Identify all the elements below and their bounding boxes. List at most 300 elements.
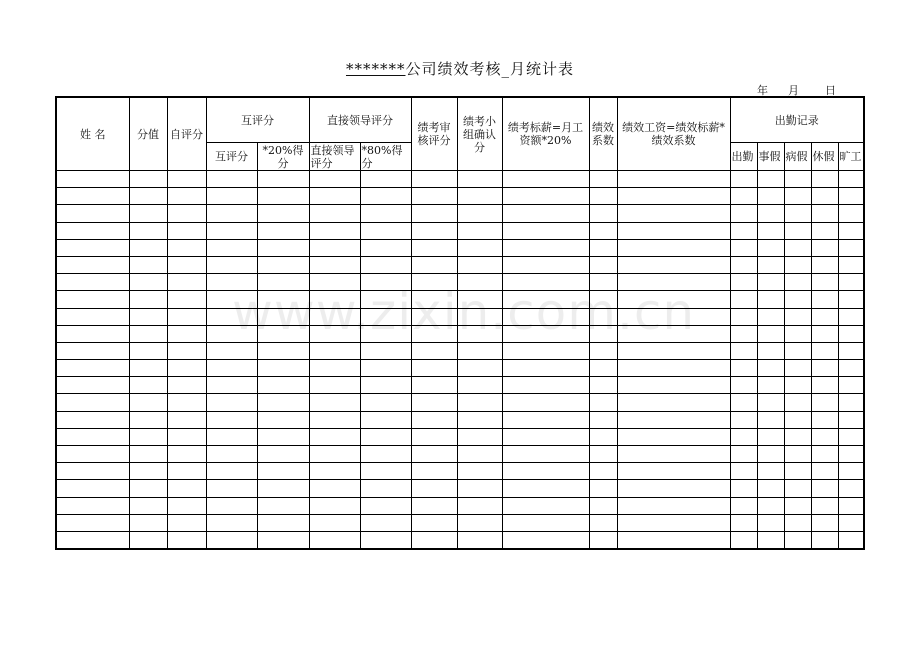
- table-cell[interactable]: [757, 188, 784, 205]
- table-cell[interactable]: [784, 291, 811, 308]
- table-cell[interactable]: [167, 325, 206, 342]
- table-cell[interactable]: [360, 360, 411, 377]
- table-cell[interactable]: [167, 480, 206, 497]
- table-cell[interactable]: [617, 171, 730, 188]
- table-cell[interactable]: [257, 291, 309, 308]
- table-cell[interactable]: [56, 360, 129, 377]
- table-cell[interactable]: [589, 394, 617, 411]
- table-cell[interactable]: [360, 531, 411, 549]
- table-cell[interactable]: [838, 274, 864, 291]
- table-cell[interactable]: [411, 308, 457, 325]
- table-cell[interactable]: [617, 377, 730, 394]
- table-cell[interactable]: [257, 531, 309, 549]
- table-cell[interactable]: [457, 291, 502, 308]
- table-cell[interactable]: [617, 308, 730, 325]
- table-cell[interactable]: [784, 514, 811, 531]
- table-cell[interactable]: [617, 325, 730, 342]
- table-cell[interactable]: [838, 171, 864, 188]
- table-cell[interactable]: [129, 239, 167, 256]
- table-cell[interactable]: [617, 463, 730, 480]
- table-cell[interactable]: [589, 239, 617, 256]
- table-cell[interactable]: [757, 239, 784, 256]
- table-cell[interactable]: [730, 497, 757, 514]
- table-cell[interactable]: [757, 222, 784, 239]
- table-cell[interactable]: [838, 342, 864, 359]
- table-cell[interactable]: [784, 256, 811, 273]
- table-cell[interactable]: [56, 463, 129, 480]
- table-cell[interactable]: [257, 497, 309, 514]
- table-cell[interactable]: [360, 222, 411, 239]
- table-cell[interactable]: [129, 256, 167, 273]
- table-cell[interactable]: [502, 463, 589, 480]
- table-cell[interactable]: [457, 308, 502, 325]
- table-cell[interactable]: [838, 531, 864, 549]
- table-cell[interactable]: [309, 239, 360, 256]
- table-cell[interactable]: [56, 256, 129, 273]
- table-cell[interactable]: [457, 514, 502, 531]
- table-cell[interactable]: [784, 360, 811, 377]
- table-cell[interactable]: [309, 291, 360, 308]
- table-cell[interactable]: [811, 256, 838, 273]
- table-cell[interactable]: [502, 428, 589, 445]
- table-cell[interactable]: [360, 171, 411, 188]
- table-cell[interactable]: [257, 428, 309, 445]
- table-cell[interactable]: [167, 428, 206, 445]
- table-cell[interactable]: [257, 256, 309, 273]
- table-cell[interactable]: [129, 497, 167, 514]
- table-cell[interactable]: [730, 171, 757, 188]
- table-cell[interactable]: [129, 446, 167, 463]
- table-cell[interactable]: [206, 446, 257, 463]
- table-cell[interactable]: [617, 360, 730, 377]
- table-cell[interactable]: [502, 325, 589, 342]
- table-cell[interactable]: [411, 394, 457, 411]
- table-cell[interactable]: [56, 222, 129, 239]
- table-cell[interactable]: [589, 205, 617, 222]
- table-cell[interactable]: [206, 411, 257, 428]
- table-cell[interactable]: [309, 463, 360, 480]
- table-cell[interactable]: [167, 188, 206, 205]
- table-cell[interactable]: [257, 308, 309, 325]
- table-cell[interactable]: [457, 411, 502, 428]
- table-cell[interactable]: [257, 325, 309, 342]
- table-cell[interactable]: [757, 411, 784, 428]
- table-cell[interactable]: [838, 308, 864, 325]
- table-cell[interactable]: [784, 325, 811, 342]
- table-cell[interactable]: [811, 463, 838, 480]
- table-cell[interactable]: [617, 411, 730, 428]
- table-cell[interactable]: [457, 222, 502, 239]
- table-cell[interactable]: [617, 274, 730, 291]
- table-cell[interactable]: [617, 239, 730, 256]
- table-cell[interactable]: [206, 291, 257, 308]
- table-cell[interactable]: [457, 463, 502, 480]
- table-cell[interactable]: [309, 188, 360, 205]
- table-cell[interactable]: [206, 325, 257, 342]
- table-cell[interactable]: [411, 360, 457, 377]
- table-cell[interactable]: [457, 377, 502, 394]
- table-cell[interactable]: [811, 291, 838, 308]
- table-cell[interactable]: [167, 411, 206, 428]
- table-cell[interactable]: [838, 446, 864, 463]
- table-cell[interactable]: [360, 394, 411, 411]
- table-cell[interactable]: [56, 291, 129, 308]
- table-cell[interactable]: [838, 239, 864, 256]
- table-cell[interactable]: [617, 188, 730, 205]
- table-cell[interactable]: [167, 291, 206, 308]
- table-cell[interactable]: [411, 480, 457, 497]
- table-cell[interactable]: [167, 274, 206, 291]
- table-cell[interactable]: [411, 497, 457, 514]
- table-cell[interactable]: [56, 205, 129, 222]
- table-cell[interactable]: [411, 377, 457, 394]
- table-cell[interactable]: [838, 411, 864, 428]
- table-cell[interactable]: [129, 274, 167, 291]
- table-cell[interactable]: [129, 428, 167, 445]
- table-cell[interactable]: [589, 222, 617, 239]
- table-cell[interactable]: [784, 480, 811, 497]
- table-cell[interactable]: [309, 360, 360, 377]
- table-cell[interactable]: [257, 411, 309, 428]
- table-cell[interactable]: [457, 497, 502, 514]
- table-cell[interactable]: [309, 274, 360, 291]
- table-cell[interactable]: [360, 239, 411, 256]
- table-cell[interactable]: [206, 188, 257, 205]
- table-cell[interactable]: [56, 531, 129, 549]
- table-cell[interactable]: [784, 188, 811, 205]
- table-cell[interactable]: [730, 256, 757, 273]
- table-cell[interactable]: [757, 171, 784, 188]
- table-cell[interactable]: [730, 188, 757, 205]
- table-cell[interactable]: [56, 171, 129, 188]
- table-cell[interactable]: [167, 446, 206, 463]
- table-cell[interactable]: [309, 308, 360, 325]
- table-cell[interactable]: [309, 394, 360, 411]
- table-cell[interactable]: [589, 514, 617, 531]
- table-cell[interactable]: [757, 325, 784, 342]
- table-cell[interactable]: [206, 377, 257, 394]
- table-cell[interactable]: [411, 428, 457, 445]
- table-cell[interactable]: [129, 514, 167, 531]
- table-cell[interactable]: [589, 342, 617, 359]
- table-cell[interactable]: [457, 446, 502, 463]
- table-cell[interactable]: [811, 205, 838, 222]
- table-cell[interactable]: [730, 342, 757, 359]
- table-cell[interactable]: [838, 514, 864, 531]
- table-cell[interactable]: [838, 291, 864, 308]
- table-cell[interactable]: [206, 480, 257, 497]
- table-cell[interactable]: [206, 239, 257, 256]
- table-cell[interactable]: [411, 446, 457, 463]
- table-cell[interactable]: [411, 531, 457, 549]
- table-cell[interactable]: [129, 394, 167, 411]
- table-cell[interactable]: [309, 222, 360, 239]
- table-cell[interactable]: [730, 480, 757, 497]
- table-cell[interactable]: [457, 205, 502, 222]
- table-cell[interactable]: [730, 428, 757, 445]
- table-cell[interactable]: [129, 463, 167, 480]
- table-cell[interactable]: [257, 463, 309, 480]
- table-cell[interactable]: [757, 274, 784, 291]
- table-cell[interactable]: [811, 411, 838, 428]
- table-cell[interactable]: [360, 274, 411, 291]
- table-cell[interactable]: [411, 291, 457, 308]
- table-cell[interactable]: [360, 325, 411, 342]
- table-cell[interactable]: [257, 446, 309, 463]
- table-cell[interactable]: [360, 463, 411, 480]
- table-cell[interactable]: [206, 463, 257, 480]
- table-cell[interactable]: [257, 171, 309, 188]
- table-cell[interactable]: [129, 308, 167, 325]
- table-cell[interactable]: [129, 342, 167, 359]
- table-cell[interactable]: [757, 342, 784, 359]
- table-cell[interactable]: [811, 171, 838, 188]
- table-cell[interactable]: [589, 188, 617, 205]
- table-cell[interactable]: [589, 497, 617, 514]
- table-cell[interactable]: [502, 514, 589, 531]
- table-cell[interactable]: [257, 274, 309, 291]
- table-cell[interactable]: [502, 256, 589, 273]
- table-cell[interactable]: [206, 205, 257, 222]
- table-cell[interactable]: [730, 394, 757, 411]
- table-cell[interactable]: [309, 480, 360, 497]
- table-cell[interactable]: [757, 428, 784, 445]
- table-cell[interactable]: [617, 222, 730, 239]
- table-cell[interactable]: [838, 360, 864, 377]
- table-cell[interactable]: [457, 428, 502, 445]
- table-cell[interactable]: [309, 514, 360, 531]
- table-cell[interactable]: [757, 291, 784, 308]
- table-cell[interactable]: [56, 514, 129, 531]
- table-cell[interactable]: [206, 428, 257, 445]
- table-cell[interactable]: [206, 394, 257, 411]
- table-cell[interactable]: [129, 188, 167, 205]
- table-cell[interactable]: [589, 325, 617, 342]
- table-cell[interactable]: [167, 171, 206, 188]
- table-cell[interactable]: [811, 308, 838, 325]
- table-cell[interactable]: [730, 463, 757, 480]
- table-cell[interactable]: [129, 205, 167, 222]
- table-cell[interactable]: [502, 188, 589, 205]
- table-cell[interactable]: [360, 514, 411, 531]
- table-cell[interactable]: [129, 411, 167, 428]
- table-cell[interactable]: [257, 205, 309, 222]
- table-cell[interactable]: [129, 222, 167, 239]
- table-cell[interactable]: [56, 497, 129, 514]
- table-cell[interactable]: [811, 446, 838, 463]
- table-cell[interactable]: [730, 377, 757, 394]
- table-cell[interactable]: [206, 171, 257, 188]
- table-cell[interactable]: [784, 308, 811, 325]
- table-cell[interactable]: [457, 342, 502, 359]
- table-cell[interactable]: [502, 411, 589, 428]
- table-cell[interactable]: [757, 256, 784, 273]
- table-cell[interactable]: [360, 291, 411, 308]
- table-cell[interactable]: [811, 274, 838, 291]
- table-cell[interactable]: [257, 377, 309, 394]
- table-cell[interactable]: [502, 171, 589, 188]
- table-cell[interactable]: [309, 446, 360, 463]
- table-cell[interactable]: [502, 360, 589, 377]
- table-cell[interactable]: [206, 514, 257, 531]
- table-cell[interactable]: [360, 411, 411, 428]
- table-cell[interactable]: [784, 463, 811, 480]
- table-cell[interactable]: [784, 531, 811, 549]
- table-cell[interactable]: [206, 222, 257, 239]
- table-cell[interactable]: [757, 394, 784, 411]
- table-cell[interactable]: [589, 531, 617, 549]
- table-cell[interactable]: [56, 325, 129, 342]
- table-cell[interactable]: [167, 463, 206, 480]
- table-cell[interactable]: [502, 274, 589, 291]
- table-cell[interactable]: [360, 308, 411, 325]
- table-cell[interactable]: [457, 531, 502, 549]
- table-cell[interactable]: [360, 497, 411, 514]
- table-cell[interactable]: [206, 360, 257, 377]
- table-cell[interactable]: [56, 342, 129, 359]
- table-cell[interactable]: [457, 325, 502, 342]
- table-cell[interactable]: [502, 222, 589, 239]
- table-cell[interactable]: [502, 497, 589, 514]
- table-cell[interactable]: [784, 239, 811, 256]
- table-cell[interactable]: [502, 239, 589, 256]
- table-cell[interactable]: [757, 463, 784, 480]
- table-cell[interactable]: [730, 205, 757, 222]
- table-cell[interactable]: [589, 308, 617, 325]
- table-cell[interactable]: [56, 239, 129, 256]
- table-cell[interactable]: [56, 480, 129, 497]
- table-cell[interactable]: [730, 360, 757, 377]
- table-cell[interactable]: [838, 325, 864, 342]
- table-cell[interactable]: [617, 497, 730, 514]
- table-cell[interactable]: [129, 480, 167, 497]
- table-cell[interactable]: [811, 325, 838, 342]
- table-cell[interactable]: [457, 239, 502, 256]
- table-cell[interactable]: [757, 514, 784, 531]
- table-cell[interactable]: [589, 291, 617, 308]
- table-cell[interactable]: [411, 411, 457, 428]
- table-cell[interactable]: [811, 480, 838, 497]
- table-cell[interactable]: [56, 188, 129, 205]
- table-cell[interactable]: [838, 222, 864, 239]
- table-cell[interactable]: [589, 171, 617, 188]
- table-cell[interactable]: [360, 428, 411, 445]
- table-cell[interactable]: [784, 171, 811, 188]
- table-cell[interactable]: [784, 497, 811, 514]
- table-cell[interactable]: [411, 188, 457, 205]
- table-cell[interactable]: [784, 222, 811, 239]
- table-cell[interactable]: [360, 480, 411, 497]
- table-cell[interactable]: [206, 256, 257, 273]
- table-cell[interactable]: [617, 446, 730, 463]
- table-cell[interactable]: [811, 188, 838, 205]
- table-cell[interactable]: [457, 188, 502, 205]
- table-cell[interactable]: [56, 274, 129, 291]
- table-cell[interactable]: [757, 308, 784, 325]
- table-cell[interactable]: [411, 256, 457, 273]
- table-cell[interactable]: [617, 428, 730, 445]
- table-cell[interactable]: [167, 256, 206, 273]
- table-cell[interactable]: [457, 256, 502, 273]
- table-cell[interactable]: [360, 256, 411, 273]
- table-cell[interactable]: [502, 291, 589, 308]
- table-cell[interactable]: [309, 428, 360, 445]
- table-cell[interactable]: [129, 531, 167, 549]
- table-cell[interactable]: [129, 291, 167, 308]
- table-cell[interactable]: [730, 274, 757, 291]
- table-cell[interactable]: [784, 394, 811, 411]
- table-cell[interactable]: [757, 205, 784, 222]
- table-cell[interactable]: [309, 171, 360, 188]
- table-cell[interactable]: [502, 480, 589, 497]
- table-cell[interactable]: [730, 411, 757, 428]
- table-cell[interactable]: [411, 205, 457, 222]
- table-cell[interactable]: [838, 480, 864, 497]
- table-cell[interactable]: [457, 360, 502, 377]
- table-cell[interactable]: [167, 342, 206, 359]
- table-cell[interactable]: [257, 514, 309, 531]
- table-cell[interactable]: [56, 446, 129, 463]
- table-cell[interactable]: [757, 480, 784, 497]
- table-cell[interactable]: [257, 394, 309, 411]
- table-cell[interactable]: [360, 188, 411, 205]
- table-cell[interactable]: [589, 274, 617, 291]
- table-cell[interactable]: [502, 205, 589, 222]
- table-cell[interactable]: [411, 325, 457, 342]
- table-cell[interactable]: [757, 446, 784, 463]
- table-cell[interactable]: [56, 308, 129, 325]
- table-cell[interactable]: [811, 428, 838, 445]
- table-cell[interactable]: [811, 360, 838, 377]
- table-cell[interactable]: [257, 360, 309, 377]
- table-cell[interactable]: [129, 360, 167, 377]
- table-cell[interactable]: [56, 411, 129, 428]
- table-cell[interactable]: [257, 480, 309, 497]
- table-cell[interactable]: [502, 342, 589, 359]
- table-cell[interactable]: [129, 171, 167, 188]
- table-cell[interactable]: [206, 274, 257, 291]
- table-cell[interactable]: [457, 480, 502, 497]
- table-cell[interactable]: [360, 205, 411, 222]
- table-cell[interactable]: [309, 377, 360, 394]
- table-cell[interactable]: [730, 514, 757, 531]
- table-cell[interactable]: [730, 531, 757, 549]
- table-cell[interactable]: [411, 274, 457, 291]
- table-cell[interactable]: [257, 342, 309, 359]
- table-cell[interactable]: [56, 377, 129, 394]
- table-cell[interactable]: [167, 514, 206, 531]
- table-cell[interactable]: [360, 377, 411, 394]
- table-cell[interactable]: [838, 428, 864, 445]
- table-cell[interactable]: [838, 394, 864, 411]
- table-cell[interactable]: [502, 377, 589, 394]
- table-cell[interactable]: [206, 342, 257, 359]
- table-cell[interactable]: [257, 239, 309, 256]
- table-cell[interactable]: [730, 222, 757, 239]
- table-cell[interactable]: [411, 514, 457, 531]
- table-cell[interactable]: [56, 428, 129, 445]
- table-cell[interactable]: [589, 446, 617, 463]
- table-cell[interactable]: [129, 377, 167, 394]
- table-cell[interactable]: [167, 222, 206, 239]
- table-cell[interactable]: [838, 497, 864, 514]
- table-cell[interactable]: [309, 256, 360, 273]
- table-cell[interactable]: [589, 377, 617, 394]
- table-cell[interactable]: [457, 274, 502, 291]
- table-cell[interactable]: [757, 531, 784, 549]
- table-cell[interactable]: [411, 171, 457, 188]
- table-cell[interactable]: [167, 377, 206, 394]
